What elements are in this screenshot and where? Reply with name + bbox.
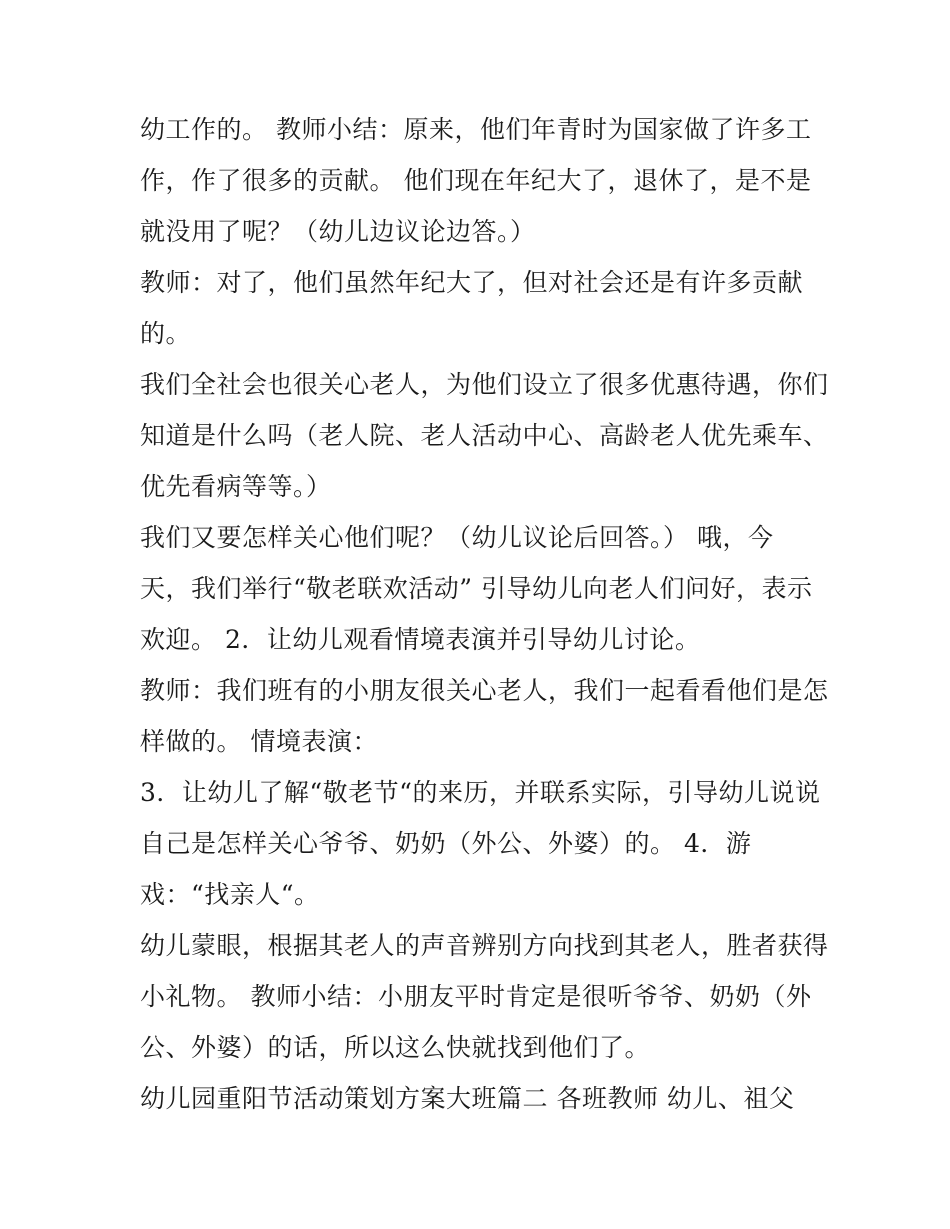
text-line-17: 幼儿蒙眼，根据其老人的声音辨别方向找到其老人，胜者获得 [140,931,829,960]
text-line-1: 幼工作的。 教师小结：原来，他们年青时为国家做了许多工 [140,115,812,144]
text-line-14: 3．让幼儿了解“敬老节“的来历，并联系实际，引导幼儿说说 [140,778,821,807]
text-line-7: 知道是什么吗（老人院、老人活动中心、高龄老人优先乘车、 [140,421,829,450]
text-line-18: 小礼物。 教师小结：小朋友平时肯定是很听爷爷、奶奶（外 [140,982,812,1011]
text-line-15: 自己是怎样关心爷爷、奶奶（外公、外婆）的。 4．游 [140,829,752,858]
text-line-20: 幼儿园重阳节活动策划方案大班篇二 各班教师 幼儿、祖父 [140,1084,795,1113]
text-line-16: 戏：“找亲人“。 [140,880,320,909]
text-line-19: 公、外婆）的话，所以这么快就找到他们了。 [140,1033,651,1062]
text-line-3: 就没用了呢？（幼儿边议论边答。） [140,217,536,246]
text-line-11: 欢迎。 2．让幼儿观看情境表演并引导幼儿讨论。 [140,625,701,654]
text-line-10: 天，我们举行“敬老联欢活动” 引导幼儿向老人们问好，表示 [140,574,813,603]
text-line-12: 教师：我们班有的小朋友很关心老人，我们一起看看他们是怎 [140,676,829,705]
text-line-9: 我们又要怎样关心他们呢？（幼儿议论后回答。） 哦，今 [140,523,774,552]
text-line-2: 作，作了很多的贡献。 他们现在年纪大了，退休了，是不是 [140,166,812,195]
text-line-13: 样做的。 情境表演： [140,727,378,756]
text-line-5: 的。 [140,319,192,348]
text-line-8: 优先看病等等。） [140,472,332,501]
document-body [140,104,829,1124]
text-line-6: 我们全社会也很关心老人，为他们设立了很多优惠待遇，你们 [140,370,829,399]
text-line-4: 教师：对了，他们虽然年纪大了，但对社会还是有许多贡献 [140,268,804,297]
